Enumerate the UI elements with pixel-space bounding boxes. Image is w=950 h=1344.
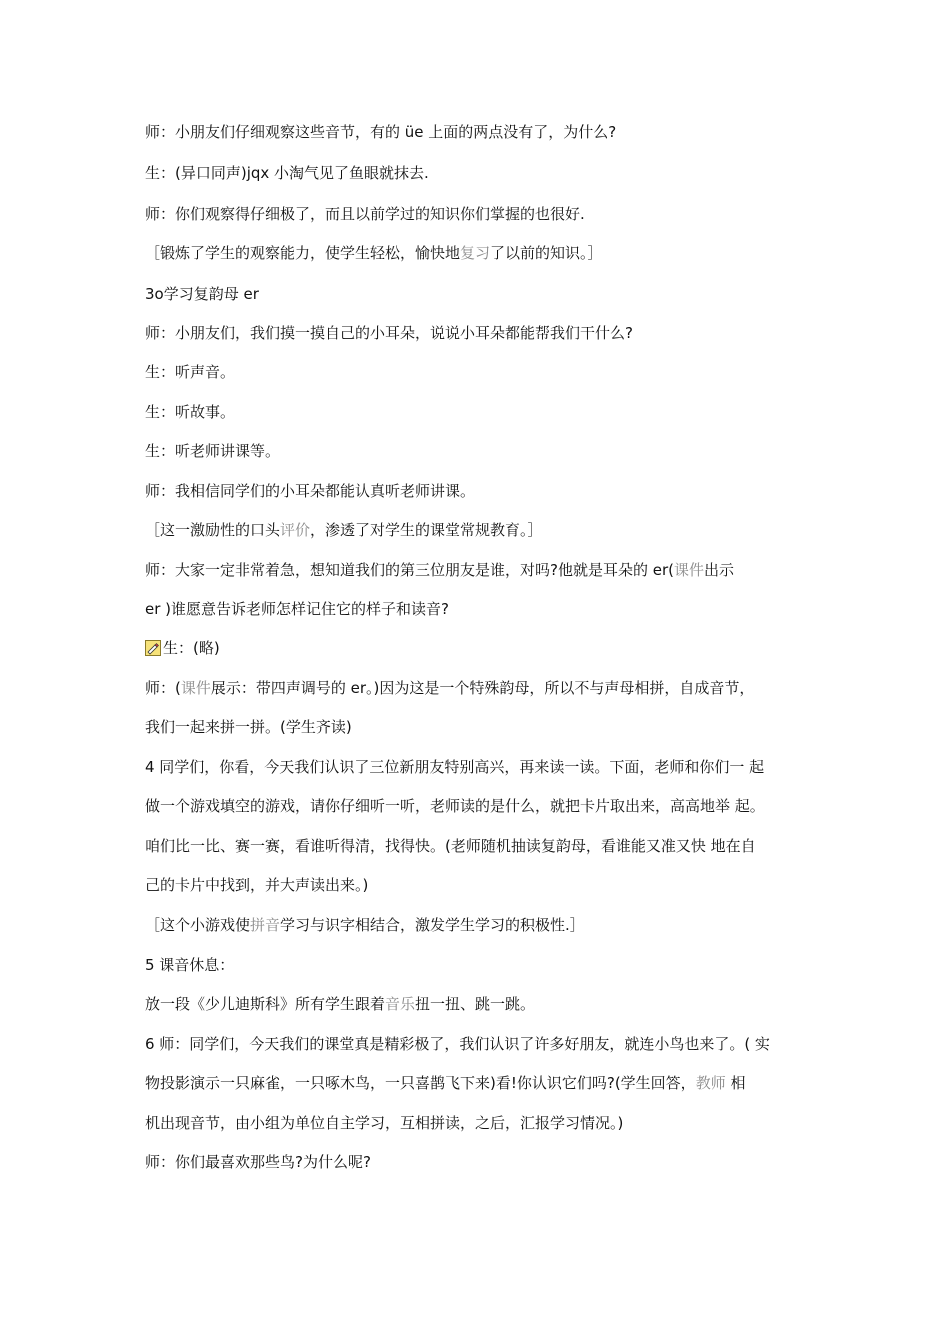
paragraph-23 [145, 994, 810, 1014]
paragraph-27: 师：你们最喜欢那些鸟?为什么呢? [145, 1153, 371, 1171]
paragraph-3: 师：你们观察得仔细极了，而且以前学过的知识你们掌握的也很好. [145, 205, 585, 223]
paragraph-13: er )谁愿意告诉老师怎样记住它的样子和读音? [145, 600, 449, 618]
paragraph-16: 我们一起来拼一拼。(学生齐读) [145, 718, 352, 736]
link-evaluation[interactable]: 评价 [280, 521, 311, 539]
text-span: ［这个小游戏使 [145, 916, 251, 934]
paragraph-25 [145, 1073, 810, 1093]
paragraph-12 [145, 560, 810, 580]
text-span: ［这一激励性的口头 [145, 521, 281, 539]
link-pinyin[interactable]: 拼音 [250, 916, 281, 934]
paragraph-19: 咱们比一比、赛一赛，看谁听得清，找得快。(老师随机抽读复韵母，看谁能又准又快 地在自 [145, 837, 756, 855]
text-span: 学习与识字相结合，激发学生学习的积极性.］ [280, 916, 585, 934]
paragraph-8: 生：听故事。 [145, 403, 236, 421]
link-courseware-2[interactable]: 课件 [180, 679, 211, 697]
paragraph-15 [145, 678, 810, 698]
paragraph-10: 师：我相信同学们的小耳朵都能认真听老师讲课。 [145, 482, 476, 500]
link-teacher[interactable]: 教师 [695, 1074, 726, 1092]
text-span: ［锻炼了学生的观察能力，使学生轻松，愉快地 [145, 244, 461, 262]
link-music[interactable]: 音乐 [385, 995, 416, 1013]
text-span: 展示：带四声调号的 er。)因为这是一个特殊韵母，所以不与声母相拼，自成音节， [210, 679, 755, 697]
paragraph-11 [145, 520, 810, 540]
text-span: 放一段《少儿迪斯科》所有学生跟着 [145, 995, 386, 1013]
paragraph-14 [145, 638, 810, 658]
text-span: 师：( [145, 679, 181, 697]
paragraph-24: 6 师：同学们，今天我们的课堂真是精彩极了，我们认识了许多好朋友，就连小鸟也来了。( 实 [145, 1035, 770, 1053]
paragraph-2: 生：(异口同声)jqx 小淘气见了鱼眼就抹去. [145, 164, 429, 182]
link-review[interactable]: 复习 [460, 244, 491, 262]
text-span: 物投影演示一只麻雀，一只啄木鸟，一只喜鹊飞下来)看!你认识它们吗?(学生回答， [145, 1074, 696, 1092]
paragraph-21 [145, 915, 810, 935]
section-heading-3: 3o学习复韵母 er [145, 285, 259, 303]
paragraph-26: 机出现音节，由小组为单位自主学习，互相拼读，之后，汇报学习情况。) [145, 1114, 624, 1132]
paragraph-20: 己的卡片中找到，并大声读出来。) [145, 876, 369, 894]
paragraph-1: 师：小朋友们仔细观察这些音节，有的 üe 上面的两点没有了，为什么? [145, 123, 617, 141]
text-span: 相 [725, 1074, 746, 1092]
section-heading-5: 5 课音休息： [145, 956, 235, 974]
text-span: 了以前的知识。］ [490, 244, 603, 262]
paragraph-7: 生：听声音。 [145, 363, 236, 381]
paragraph-17: 4 同学们，你看，今天我们认识了三位新朋友特别高兴，再来读一读。下面，老师和你们一 起 [145, 758, 765, 776]
paragraph-6: 师：小朋友们，我们摸一摸自己的小耳朵，说说小耳朵都能帮我们干什么? [145, 324, 633, 342]
text-span: 师：大家一定非常着急，想知道我们的第三位朋友是谁，对吗?他就是耳朵的 er( [145, 561, 674, 579]
pencil-note-icon[interactable] [145, 640, 161, 656]
paragraph-9: 生：听老师讲课等。 [145, 442, 281, 460]
text-span: 生：(略) [163, 639, 220, 657]
text-span: 出示 [704, 561, 735, 579]
paragraph-4 [145, 243, 810, 263]
link-courseware[interactable]: 课件 [673, 561, 704, 579]
text-span: 扭一扭、跳一跳。 [415, 995, 536, 1013]
text-span: ，渗透了对学生的课堂常规教育。］ [310, 521, 543, 539]
paragraph-18: 做一个游戏填空的游戏，请你仔细听一听，老师读的是什么，就把卡片取出来，高高地举 起。 [145, 797, 765, 815]
